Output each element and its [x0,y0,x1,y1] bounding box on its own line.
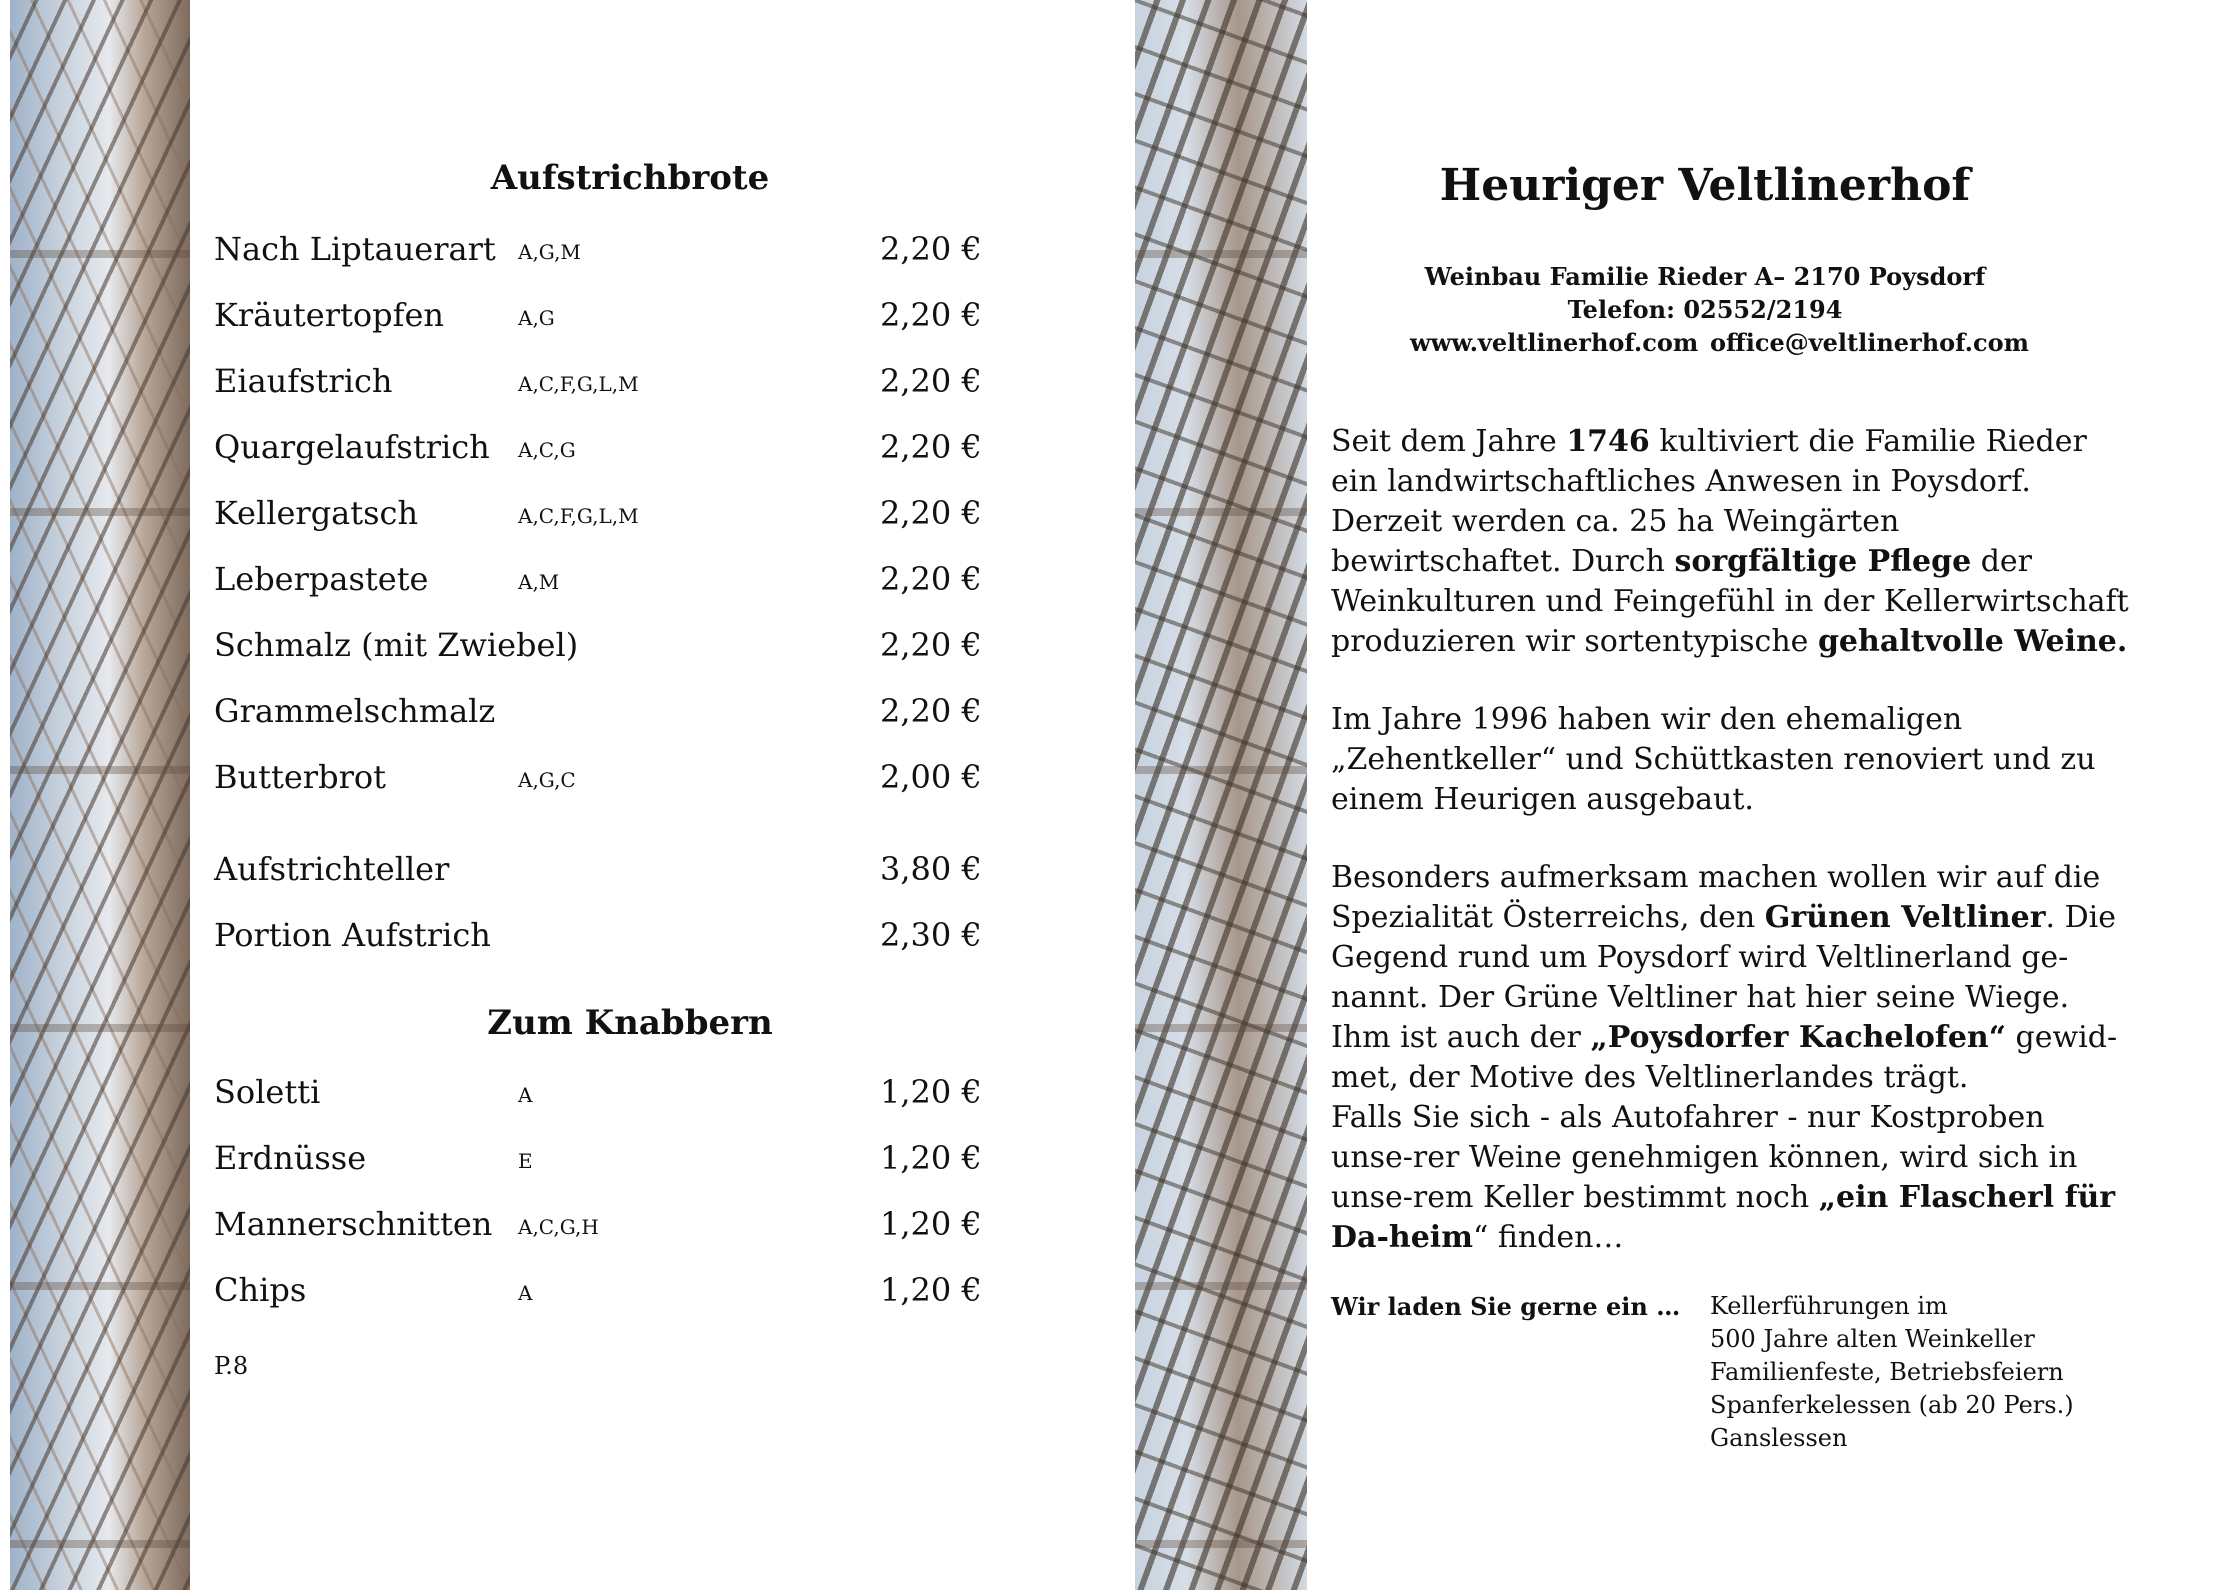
section-title-zum-knabbern: Zum Knabbern [487,1003,773,1043]
item-name: Eiaufstrich [214,362,393,400]
item-name: Butterbrot [214,758,386,796]
list-item: Spanferkelessen (ab 20 Pers.) [1710,1391,2074,1419]
item-price: 1,20 € [880,1073,982,1111]
item-name: Nach Liptauerart [214,230,496,268]
item-price: 2,30 € [880,916,982,954]
item-price: 2,20 € [880,362,982,400]
list-item: Ganslessen [1710,1424,1848,1452]
item-price: 2,20 € [880,494,982,532]
section-title-aufstrichbrote: Aufstrichbrote [490,158,770,198]
item-name: Grammelschmalz [214,692,496,730]
item-allergens: A,G,M [518,240,581,264]
menu-item [0,296,1000,342]
item-price: 2,20 € [880,296,982,334]
item-allergens: A,M [518,570,560,594]
menu-item [0,1271,1000,1317]
menu-item [0,1139,1000,1185]
item-price: 2,20 € [880,560,982,598]
item-name: Chips [214,1271,307,1309]
specialty-paragraph: Besonders aufmerksam machen wollen wir auf die Spezialität Österreichs, den Grünen Veltliner. Die Gegend rund um Poysdorf wird Veltlinerland ge-nannt. Der Grüne Veltliner hat hier seine Wiege. Ihm ist auch der „Poysdorfer Kachelofen“ gewid-met, der Motive des Veltlinerlandes trägt. Falls Sie sich - als Autofahrer - nur Kostproben unse-rer Weine genehmigen können, wird sich in unse-rem Keller bestimmt noch „ein Flascherl für Da-heim“ finden… [1331,860,2118,1255]
email-link[interactable]: office@veltlinerhof.com [1710,328,2030,357]
item-name: Erdnüsse [214,1139,367,1177]
menu-item [0,428,1000,474]
list-item: Familienfeste, Betriebsfeiern [1710,1358,2064,1386]
item-name: Quargelaufstrich [214,428,490,466]
menu-item [0,362,1000,408]
menu-item [0,1073,1000,1119]
menu-item [0,916,1000,962]
menu-item [0,626,1000,672]
item-price: 2,20 € [880,230,982,268]
item-name: Schmalz (mit Zwiebel) [214,626,579,664]
item-allergens: A [518,1281,533,1305]
item-allergens: A [518,1083,533,1107]
website-link[interactable]: www.veltlinerhof.com [1410,328,1699,357]
menu-item [0,230,1000,276]
item-price: 2,20 € [880,692,982,730]
item-price: 2,00 € [880,758,982,796]
item-name: Mannerschnitten [214,1205,493,1243]
renovation-paragraph: Im Jahre 1996 haben wir den ehemaligen „Zehentkeller“ und Schüttkasten renoviert und zu einem Heurigen ausgebaut. [1331,702,2096,817]
list-item: Kellerführungen im [1710,1292,1948,1320]
invitation-label: Wir laden Sie gerne ein … [1331,1292,1681,1321]
item-allergens: A,G,C [518,768,576,792]
offers-list [1710,1290,2074,1455]
page-number: P.8 [214,1352,249,1380]
item-price: 2,20 € [880,428,982,466]
item-name: Portion Aufstrich [214,916,491,954]
menu-item [0,1205,1000,1251]
item-allergens: A,C,F,G,L,M [518,372,639,396]
item-price: 1,20 € [880,1205,982,1243]
item-allergens: A,C,G,H [518,1215,599,1239]
item-name: Kellergatsch [214,494,419,532]
menu-page [0,0,1120,1571]
address-line: Weinbau Familie Rieder A– 2170 Poysdorf [1424,262,1986,291]
history-paragraph: Seit dem Jahre 1746 kultiviert die Familie Rieder ein landwirtschaftliches Anwesen in Poysdorf. Derzeit werden ca. 25 ha Weingärten bewirtschaftet. Durch sorgfältige Pflege der Weinkulturen und Feingefühl in der Kellerwirtschaft produzieren wir sortentypische gehaltvolle Weine. [1331,424,2129,659]
menu-item [0,560,1000,606]
menu-item [0,850,1000,896]
list-item: 500 Jahre alten Weinkeller [1710,1325,2035,1353]
item-price: 3,80 € [880,850,982,888]
item-price: 2,20 € [880,626,982,664]
menu-item [0,692,1000,738]
item-price: 1,20 € [880,1139,982,1177]
item-name: Leberpastete [214,560,429,598]
item-allergens: A,C,G [518,438,576,462]
item-price: 1,20 € [880,1271,982,1309]
vineyard-image-strip-middle [1135,0,1307,1590]
menu-item [0,758,1000,804]
phone-line: Telefon: 02552/2194 [1567,295,1843,324]
item-allergens: A,C,F,G,L,M [518,504,639,528]
item-allergens: E [518,1149,533,1173]
item-name: Aufstrichteller [214,850,450,888]
item-name: Soletti [214,1073,321,1111]
menu-item [0,494,1000,540]
item-allergens: A,G [518,306,555,330]
restaurant-title: Heuriger Veltlinerhof [1439,160,1971,211]
info-page [1320,0,2220,1571]
item-name: Kräutertopfen [214,296,444,334]
